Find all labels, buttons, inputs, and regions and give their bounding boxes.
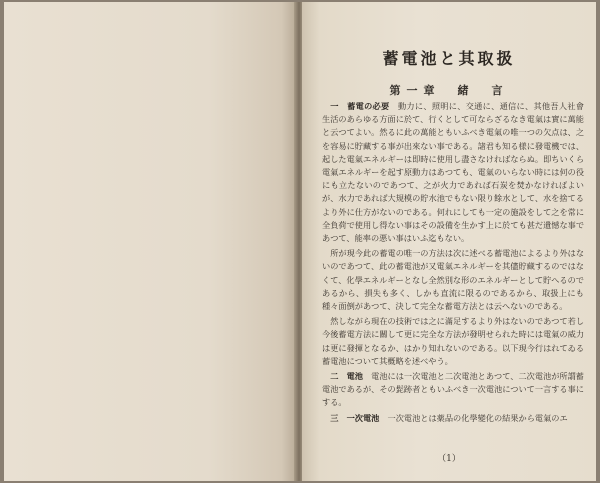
section-lead: 二 電池: [330, 371, 363, 382]
right-page: [302, 2, 596, 481]
paragraph: [322, 247, 584, 313]
paragraph-text: 然しながら現在の技術では之に滿足するより外はないのであつて若し今後蓄電方法に關して更に完全な方法が發明せられた時には電氣の威力は更に發揮となるか、はかり知れないのである。以下現今行はれてゐる蓄電池について其概略を述べやう。: [322, 316, 585, 366]
chapter-heading: 第一章 緒 言: [389, 84, 509, 97]
book-spread: [4, 2, 596, 481]
paragraph-text: 動力に、照明に、交通に、通信に、其他吾人社會生活のあらゆる方面に於て、行くとして可ならざるなき電氣は實に萬能と云つてよい。然るに此の萬能ともいふべき電氣の唯一つの欠点は、之を容易に貯藏する事が出來ない事である。諸君も知る様に發電機では、起した電氣エネルギーは即時に使用し盡さなければならぬ。即ちいくら電氣エネルギーを起す原動力はあつても、電氣のいらない時には何の役にも立たないのであつて、之が火力であれば石炭を焚かなければよいが、水力であれば大規模の貯水池でもない限り餘水として、水を捨てるより外に仕方がないのである。何れにしても一定の施設をして之を常に全負荷で使用し得ない事はその設備を生かす上に於ても甚だ遺憾な事であつて、能率の悪い事はいふ迄もない。: [322, 101, 585, 244]
left-page-blank: [4, 2, 296, 481]
body-text: [322, 100, 584, 425]
paragraph-text: 一次電池とは薬品の化學變化の結果から電氣のエ: [379, 412, 568, 423]
paragraph-text: 所が現今此の蓄電の唯一の方法は次に述べる蓄電池によるより外はないのであつて、此の蓄電池が又電氣エネルギーを其儘貯藏するのではなくて、化學エネルギーとなし全然別な形のエネルギーとして貯へるのであるから、損失も多く、しかも直流に限るのであるから、取扱上にも種々面倒があつて、決して完全な蓄電方法とは云へないのである。: [322, 248, 585, 312]
section-lead: 一 蓄電の必要: [330, 101, 390, 111]
book-title: 蓄電池と其取扱: [382, 49, 516, 68]
paragraph: [322, 370, 584, 410]
section-lead: 三 一次電池: [330, 412, 380, 423]
paragraph: [322, 412, 584, 425]
paragraph-text: 電池には一次電池と二次電池とあつて、二次電池が所謂蓄電池であるが、その髭跡者ともいふべき一次電池について一言する事にする。: [322, 371, 584, 408]
page-number: （1）: [437, 454, 461, 464]
paragraph: [322, 315, 584, 368]
paragraph: [322, 100, 584, 245]
